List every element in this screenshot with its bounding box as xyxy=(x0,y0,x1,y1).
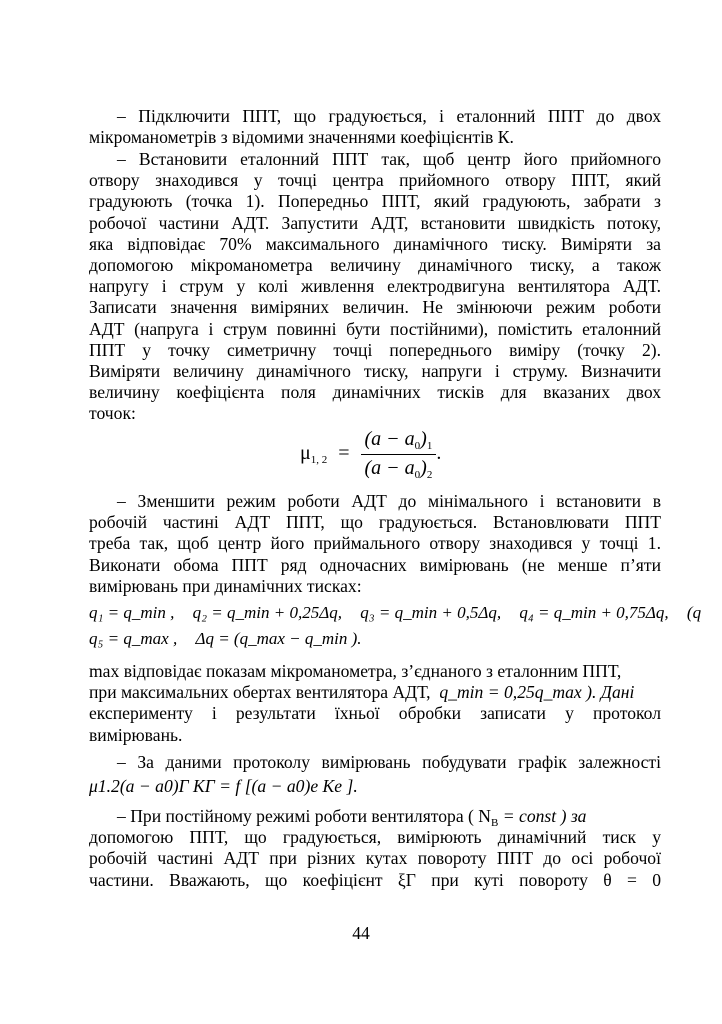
paragraph-4 xyxy=(89,661,661,746)
formula-end: . xyxy=(436,442,442,465)
text-line: ППТ у точку симетричну точці попереднього виміру (точку 2). xyxy=(89,339,661,360)
paragraph-1 xyxy=(89,106,661,148)
text-line: робочій частині АДТ ППТ, що градуюється. Встановлювати ППТ xyxy=(89,512,661,533)
paragraph-3 xyxy=(89,491,661,597)
text-line: max відповідає показам мікроманометра, з’єднаного з еталонним ППТ, xyxy=(89,661,622,681)
text-line: Записати значення виміряних величин. Не змінюючи режим роботи xyxy=(89,297,661,318)
text-line: частини. Вважають, що коефіцієнт ξГ при куті повороту θ = 0 xyxy=(89,869,661,890)
paragraph-5 xyxy=(89,752,661,797)
q-formula-row-1: q₁ = q_min , q₂ = q_min + 0,25Δq, q₃ = q_min + 0,5Δq, q₄ = q_min + 0,75Δq, (q xyxy=(89,603,702,622)
text-line: при максимальних обертах вентилятора АДТ, q_min = 0,25q_max ). Дані xyxy=(89,682,635,703)
text-line: – Зменшити режим роботи АДТ до мінімального і встановити в xyxy=(117,491,661,511)
text-line: Виміряти величину динамічного тиску, напруги і струму. Визначити xyxy=(89,360,661,381)
text-line: мікроманометрів з відомими значеннями коефіцієнтів К. xyxy=(89,127,514,148)
text-line: – Встановити еталонний ППТ так, щоб центр його прийомного xyxy=(117,149,661,169)
paragraph-6 xyxy=(89,806,661,891)
text-line: АДТ (напруга і струм повинні бути постійними), помістить еталонний xyxy=(89,318,661,339)
text-line: отвору знаходився у точці центра прийомного отвору ППТ, який xyxy=(89,170,661,191)
text-line: треба так, щоб центр його приймального отвору знаходився у точці 1. xyxy=(89,533,661,554)
formula-lhs-sub: 1, 2 xyxy=(310,454,328,467)
formula-mu xyxy=(300,428,441,481)
text-line: робочій частині АДТ при різних кутах повороту ППТ до осі робочої xyxy=(89,848,661,869)
formula-numerator: $(a - a_0)_1$ xyxy=(361,428,437,455)
text-line: точок: xyxy=(89,403,136,424)
text-line: допомогою ППТ, що градуюється, вимірюють динамічний тиск у xyxy=(89,827,661,848)
text-line: – За даними протоколу вимірювань побудувати графік залежності xyxy=(117,752,661,772)
text-line: – При постійному режимі роботи вентилятора ( $N_B$ = const ) за xyxy=(117,806,587,829)
page-number: 44 xyxy=(352,923,370,943)
formula-eq: = xyxy=(338,442,350,465)
text-line: градуюють (точка 1). Попередньо ППТ, який градуюють, забрати з xyxy=(89,191,661,212)
formula-fraction xyxy=(361,428,437,481)
text-line: допомогою мікроманометра величину динамічного тиску, а також xyxy=(89,254,661,275)
formula-denominator: $(a - a_0)_2$ xyxy=(364,457,433,481)
text-line: Виконати обома ППТ ряд одночасних вимірювань (не менше п’яти xyxy=(89,554,661,575)
q-formula-row-2: q₅ = q_max , Δq = (q_max − q_min ). xyxy=(89,629,362,648)
text-line: – Підключити ППТ, що градуюється, і еталонний ППТ до двох xyxy=(117,106,661,126)
formula-lhs: μ xyxy=(300,442,311,465)
formula-line: μ1.2(a − a0)Г KГ = f [(a − a0)е Kе ]. xyxy=(89,776,358,797)
text-line: експерименту і результати їхньої обробки записати у протокол xyxy=(89,703,661,724)
text-line: робочої частини АДТ. Запустити АДТ, встановити швидкість потоку, xyxy=(89,212,661,233)
paragraph-2 xyxy=(89,149,661,424)
text-line: вимірювань. xyxy=(89,724,183,745)
text-line: напругу і струм у колі живлення електродвигуна вентилятора АДТ. xyxy=(89,276,661,297)
text-line: яка відповідає 70% максимального динамічного тиску. Виміряти за xyxy=(89,233,661,254)
text-line: вимірювань при динамічних тисках: xyxy=(89,575,362,596)
text-line: величину коефіцієнта поля динамічних тисків для вказаних двох xyxy=(89,382,661,403)
